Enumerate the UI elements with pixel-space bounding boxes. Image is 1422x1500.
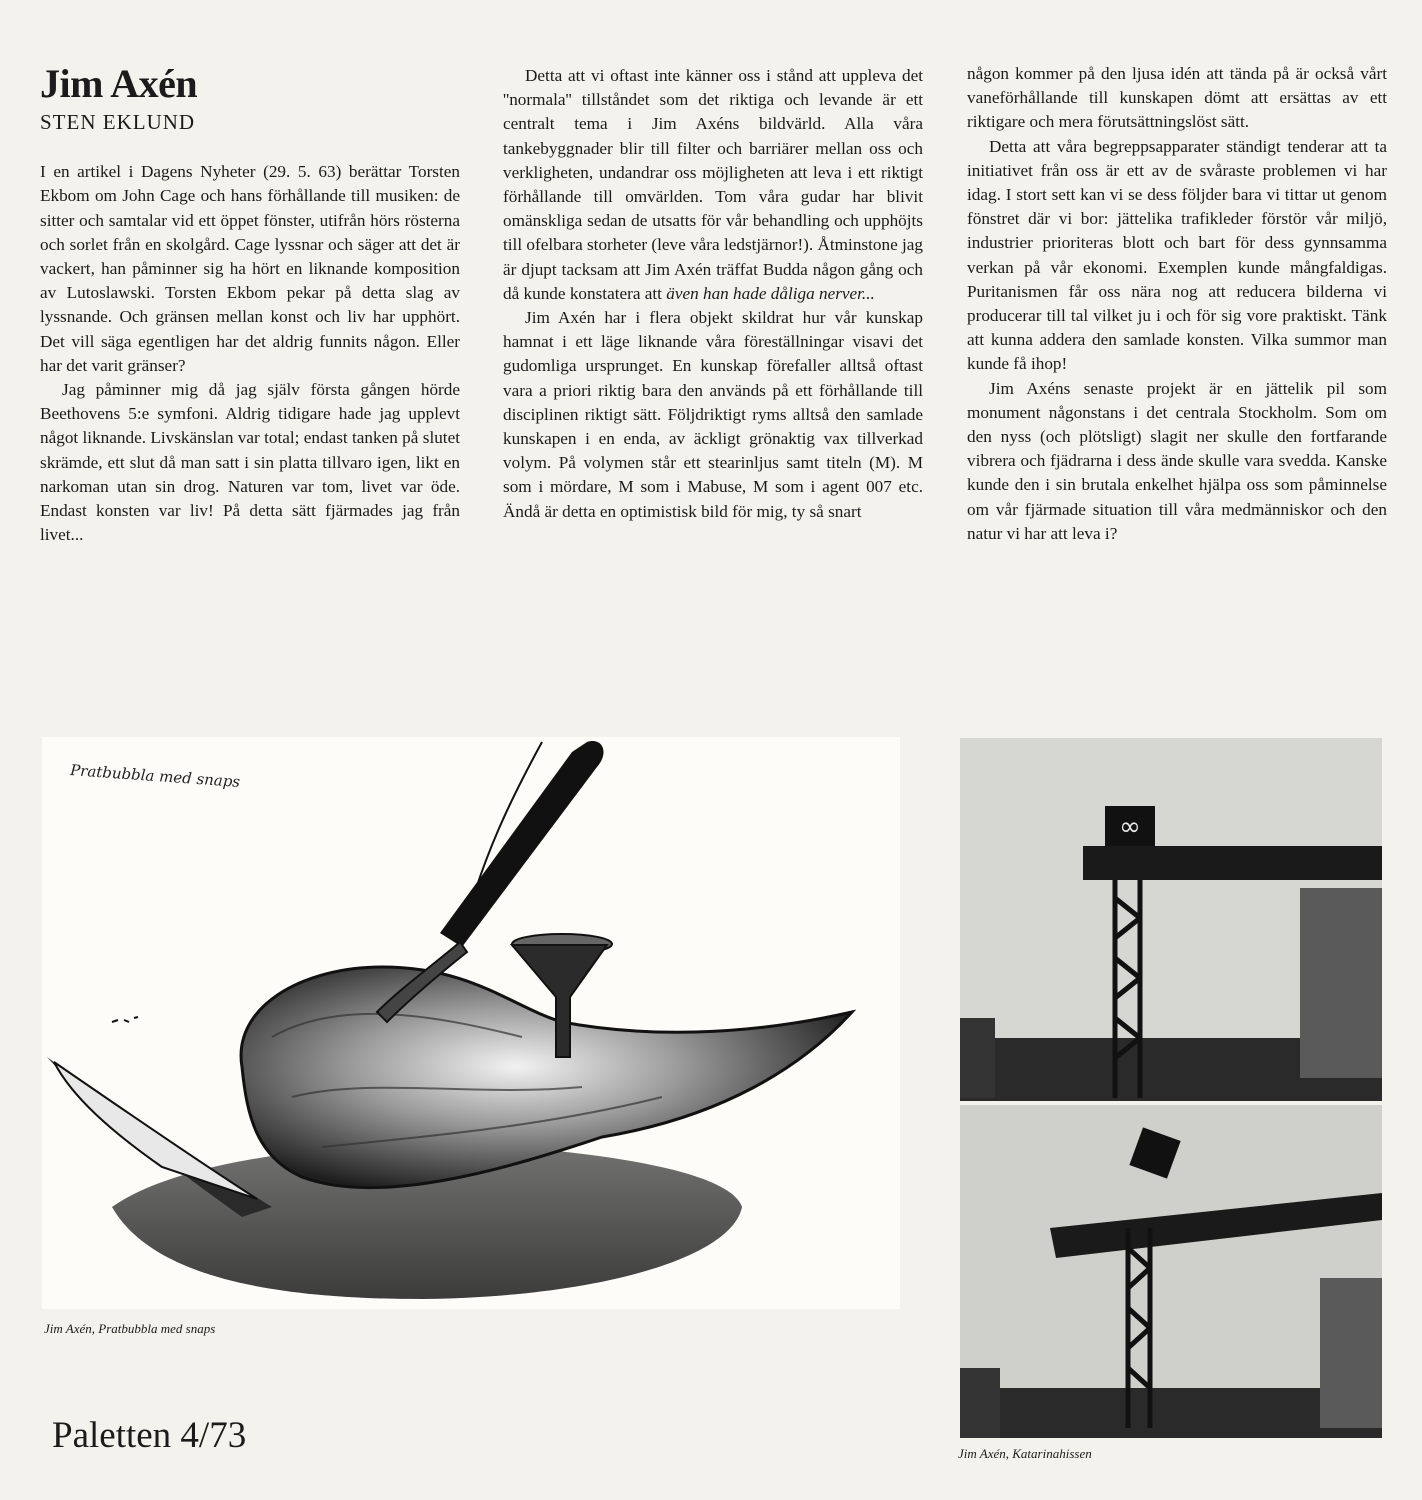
paragraph: Jim Axén har i flera objekt skildrat hur vår kunskap hamnat i ett läge liknande våra föreställningar visavi det gudomliga ursprunget. En kunskap förefaller alltså oftast vara a priori riktig bara den används på ett förhållande till disciplinen riktigt sätt. Följdriktigt ryms alltså den samlade kunskapen i en enda, av äckligt grönaktig vax tillverkad volym. På volymen står ett stearinljus samt titeln (M). M som i mördare, M som i Mabuse, M som i agent 007 etc. Ändå är detta en optimistisk bild för mig, ty så snart	[503, 308, 923, 521]
issue-label: Paletten 4/73	[52, 1415, 247, 1456]
drawing-svg	[42, 737, 900, 1309]
photo-svg	[960, 738, 1382, 1438]
paragraph	[503, 64, 923, 306]
photo-top-building	[1300, 888, 1382, 1078]
italic-phrase: även han hade dåliga nerver...	[666, 283, 875, 303]
article-title: Jim Axén	[40, 61, 198, 106]
article-author: STEN EKLUND	[40, 110, 196, 134]
paragraph: Jag påminner mig då jag själv första gången hörde Beethovens 5:e symfoni. Aldrig tidigare hade jag upplevt något liknande. Livskänslan var total; endast tanken på slutet skrämde, ett slut då man satt i sin platta tillvaro igen, likt en narkoman utan sin drog. Naturen var tom, livet var öde. Endast konsten var liv! På detta sätt fjärmades jag från livet...	[40, 380, 460, 545]
handwritten-note: Pratbubbla med snaps	[69, 761, 241, 791]
drawing-marks	[112, 1017, 138, 1022]
drawing-illustration	[42, 737, 900, 1309]
figure-caption: Jim Axén, Pratbubbla med snaps	[44, 1321, 216, 1336]
figure-caption: Jim Axén, Katarinahissen	[958, 1446, 1092, 1461]
drawing-left-flap-light	[54, 1062, 257, 1199]
paragraph: I en artikel i Dagens Nyheter (29. 5. 63) berättar Torsten Ekbom om John Cage och hans förhållande till musiken: de sitter och samtalar vid ett öppet fönster, utifrån hörs rösterna och sorlet från en skolgård. Cage lyssnar och säger att det är vackert, han påminner sig ha hört en liknande komposition av Lutoslawski. Torsten Ekbom pekar på detta slag av lyssnande. Och gränsen mellan konst och liv har upphört. Det vill säga egentligen har det aldrig funnits någon. Eller har det varit gränser?	[40, 162, 460, 375]
photo-collage	[960, 738, 1382, 1438]
article-column-2	[503, 64, 923, 524]
article-column-3	[967, 62, 1387, 546]
photo-top-gantry	[1083, 846, 1382, 880]
paragraph: någon kommer på den ljusa idén att tända på är också vårt vaneförhållande till kunskapen dömt att ersättas av ett riktigare och mera förutsättningslöst sätt.	[967, 64, 1387, 132]
infinity-icon: ∞	[1119, 812, 1141, 842]
paragraph-text: Detta att vi oftast inte känner oss i stånd att uppleva det ''normala'' tillståndet som det riktiga och levande är ett centralt tema i Jim Axéns bildvärld. Alla våra tankebyggnader blir till filter och barriärer mellan oss och verkligheten, undandrar oss möjligheten att leva i ett riktigt förhållande till omvärlden. Tom våra gudar har blivit omänskliga sedan de utsatts för vår behandling och upphöjts till ofelbara storheter (leve våra ledstjärnor!). Åtminstone jag är djupt tacksam att Jim Axén träffat Budda någon gång och då kunde konstatera att	[503, 66, 923, 303]
photo-bottom-building	[1320, 1278, 1382, 1428]
photo-top-left-building	[960, 1018, 995, 1098]
photo-bottom-left-building	[960, 1368, 1000, 1438]
drawing-brush-handle	[440, 741, 604, 947]
article-column-1	[40, 62, 460, 547]
drawing-bubble-body	[241, 967, 852, 1188]
photo-bottom-ground	[960, 1388, 1382, 1438]
paragraph: Detta att våra begreppsapparater ständigt tenderar att ta initiativet från oss är ett av de svåraste problemen vi har idag. I stort sett kan vi se dess följder bara vi tittar ut genom fönstret där vi bor: jättelika trafikleder förstör vår miljö, industrier prioriteras blott och bart för dess gynnsamma verkan på vår ekonomi. Exemplen kunde mångfaldigas. Puritanismen får oss nära nog att reducera bilderna vi producerar till tal vilket ju i och för sig vore praktiskt. Tänk att kunna addera den samlade konsten. Vilka summor man kunde få ihop!	[967, 136, 1387, 374]
paragraph: Jim Axéns senaste projekt är en jättelik pil som monument någonstans i det centrala Stockholm. Som om den nyss (och plötsligt) slagit ner skulle den fortfarande vibrera och fjädrarna i dess ände skulle vara svedda. Kanske kunde den i sin brutala enkelhet hjälpa oss som påminnelse om vår fjärmade situation till våra medmänniskor och den natur vi har att leva i?	[967, 378, 1387, 543]
